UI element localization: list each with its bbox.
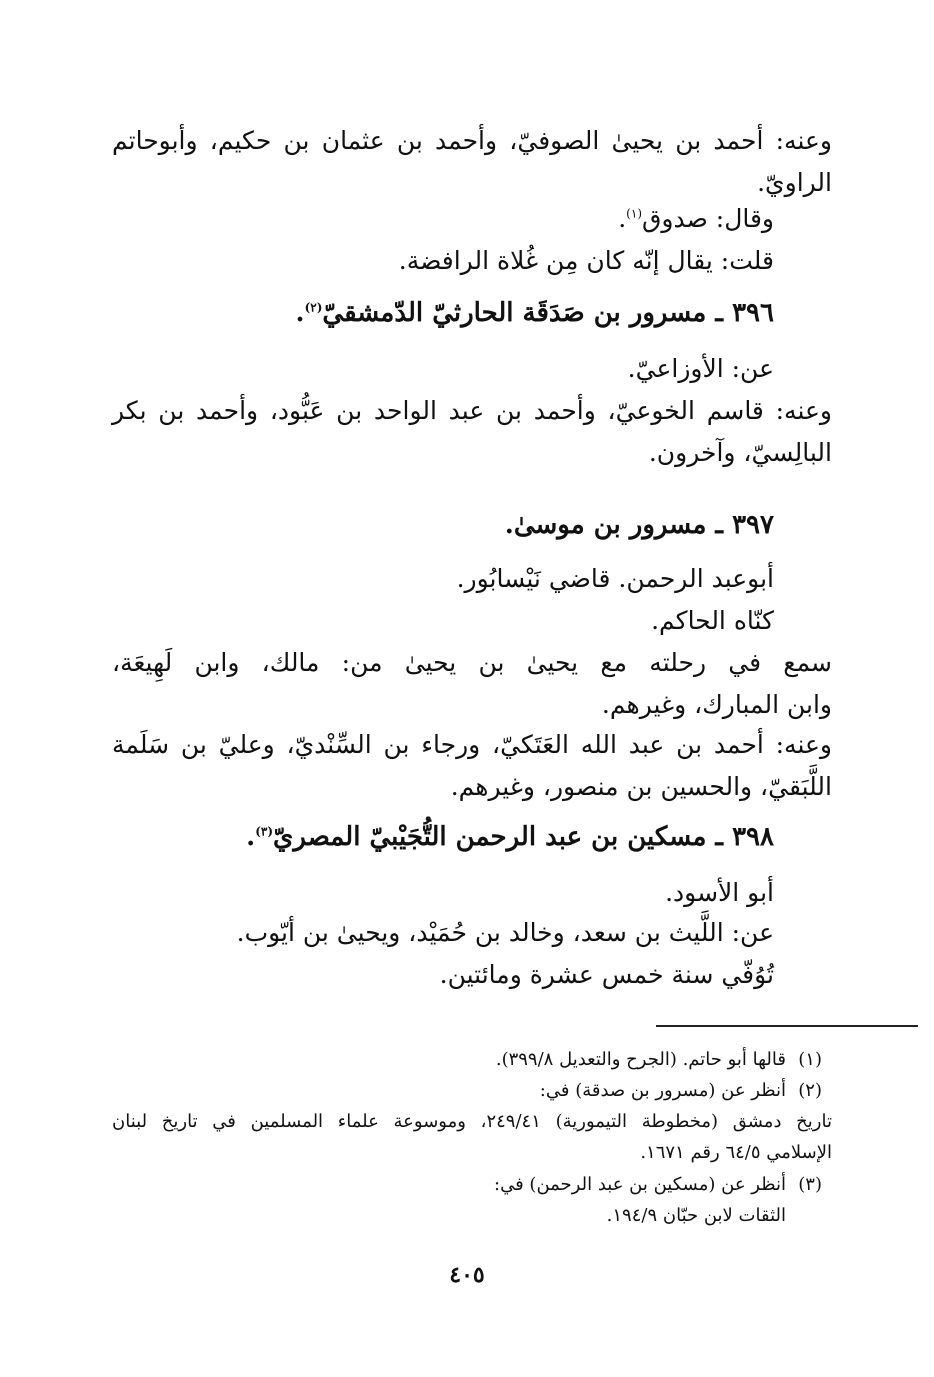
footnote-number: (١) — [798, 1049, 822, 1070]
footnote-text: الإسلامي ٦٤/٥ رقم ١٦٧١. — [640, 1142, 832, 1163]
text-line: أبو الأسود. — [665, 878, 774, 907]
text-line: سمع في رحلته مع يحيىٰ بن يحيىٰ من: مالك، وابن لَهِيعَة، — [112, 648, 832, 677]
footnote-text: الثقات لابن حبّان ١٩٤/٩. — [606, 1205, 786, 1226]
entry-heading-text: ٣٩٨ ـ مسكين بن عبد الرحمن التُّجَيْبيّ المصريّ — [273, 822, 774, 852]
text-line: كنّاه الحاكم. — [651, 606, 774, 635]
text-line: وعنه: أحمد بن يحيىٰ الصوفيّ، وأحمد بن عثمان بن حكيم، وأبوحاتم — [112, 126, 832, 155]
footnote-text: أنظر عن (مسكين بن عبد الرحمن) في: — [494, 1174, 786, 1195]
page-number: ٤٠٥ — [449, 1262, 485, 1288]
text-line: الراويّ. — [757, 168, 832, 197]
footnote-separator — [656, 1025, 918, 1027]
text-line: قلت: يقال إنّه كان مِن غُلاة الرافضة. — [398, 246, 774, 275]
entry-heading — [296, 294, 774, 332]
text-line-body: وقال: صدوق — [642, 204, 774, 233]
text-line: البالِسيّ، وآخرون. — [648, 438, 832, 467]
entry-heading-text: ٣٩٦ ـ مسرور بن صَدَقَة الحارثيّ الدّمشقيّ — [322, 298, 774, 328]
footnote-text: قالها أبو حاتم. (الجرح والتعديل ٣٩٩/٨). — [495, 1049, 786, 1070]
text-line: تُوُفّي سنة خمس عشرة ومائتين. — [439, 960, 774, 989]
footnote-text: أنظر عن (مسرور بن صدقة) في: — [539, 1080, 786, 1101]
entry-heading — [246, 818, 774, 856]
punct: . — [246, 822, 256, 852]
footnote-number: (٣) — [798, 1174, 822, 1195]
footnote-ref: (٢) — [304, 300, 323, 315]
punct: . — [618, 204, 627, 233]
footnote-ref: (٣) — [255, 824, 274, 839]
text-line: وعنه: قاسم الخوعيّ، وأحمد بن عبد الواحد بن عَبُّود، وأحمد بن بكر — [112, 396, 832, 425]
text-line: عن: الأوزاعيّ. — [627, 354, 774, 383]
footnote-ref: (١) — [626, 206, 642, 221]
footnote-text: تاريخ دمشق (مخطوطة التيمورية) ٢٤٩/٤١، وموسوعة علماء المسلمين في تاريخ لبنان — [112, 1111, 832, 1132]
text-line: وابن المبارك، وغيرهم. — [601, 690, 832, 719]
text-line: عن: اللَّيث بن سعد، وخالد بن حُمَيْد، ويحيىٰ بن أيّوب. — [236, 918, 774, 947]
text-line — [618, 200, 774, 238]
text-line: وعنه: أحمد بن عبد الله العَتَكيّ، ورجاء بن السِّنْديّ، وعليّ بن سَلَمة — [112, 730, 832, 759]
entry-heading: ٣٩٧ ـ مسرور بن موسىٰ. — [504, 510, 774, 540]
footnote-number: (٢) — [798, 1080, 822, 1101]
text-line: أبوعبد الرحمن. قاضي نَيْسابُور. — [456, 564, 774, 593]
punct: . — [295, 298, 305, 328]
text-line: اللَّبَقيّ، والحسين بن منصور، وغيرهم. — [450, 772, 832, 801]
